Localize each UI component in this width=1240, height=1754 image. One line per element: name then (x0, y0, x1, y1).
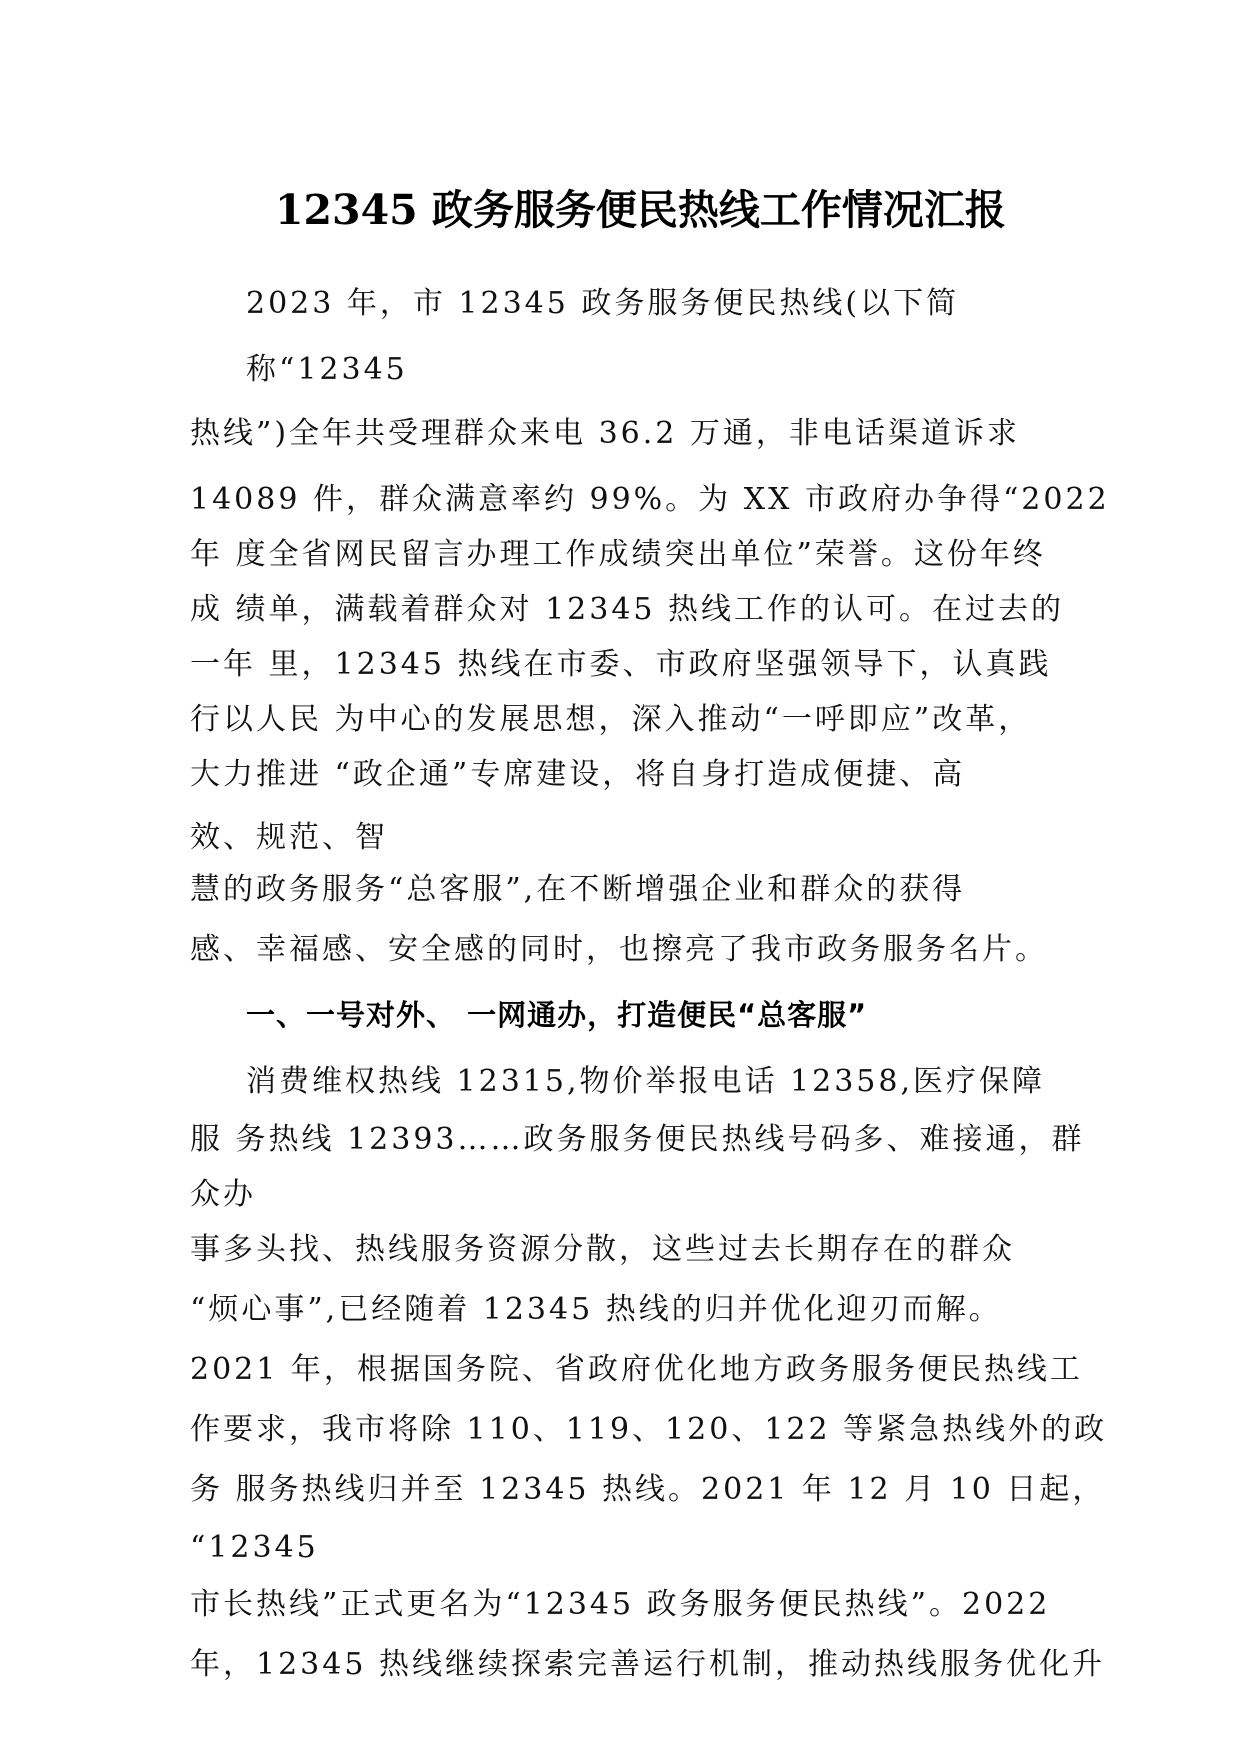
paragraph-line: 效、规范、智 (190, 820, 388, 855)
paragraph-line: 众办 (190, 1177, 256, 1212)
paragraph-line: 作要求，我市将除 110、119、120、122 等紧急热线外的政 (190, 1412, 1108, 1447)
paragraph-line: 年 度全省网民留言办理工作成绩突出单位”荣誉。这份年终 (190, 537, 1046, 572)
paragraph-line: 慧的政务服务“总客服”,在不断增强企业和群众的获得 (190, 872, 966, 907)
paragraph-line: 一年 里，12345 热线在市委、市政府坚强领导下，认真践 (190, 647, 1052, 682)
paragraph-line: 14089 件，群众满意率约 99%。为 XX 市政府办争得“2022 (190, 482, 1110, 517)
paragraph-line: 大力推进 “政企通”专席建设，将自身打造成便捷、高 (190, 757, 966, 792)
document-title: 12345 政务服务便民热线工作情况汇报 (275, 186, 1006, 234)
paragraph-line: 服 务热线 12393……政务服务便民热线号码多、难接通，群 (190, 1122, 1085, 1157)
paragraph-line: 称“12345 (246, 352, 408, 387)
paragraph-line: 成 绩单，满载着群众对 12345 热线工作的认可。在过去的 (190, 592, 1065, 627)
paragraph-line: “烦心事”,已经随着 12345 热线的归并优化迎刃而解。 (190, 1292, 1002, 1327)
paragraph-line: 事多头找、热线服务资源分散，这些过去长期存在的群众 (190, 1232, 1015, 1267)
paragraph-line: 2023 年，市 12345 政务服务便民热线(以下简 (246, 286, 960, 321)
paragraph-line: 市长热线”正式更名为“12345 政务服务便民热线”。2022 (190, 1587, 1051, 1622)
paragraph-line: 热线”)全年共受理群众来电 36.2 万通，非电话渠道诉求 (190, 416, 1020, 451)
paragraph-line: 消费维权热线 12315,物价举报电话 12358,医疗保障 (246, 1064, 1046, 1099)
paragraph-line: “12345 (190, 1530, 319, 1565)
paragraph-line: 务 服务热线归并至 12345 热线。2021 年 12 月 10 日起， (190, 1472, 1106, 1507)
paragraph-line: 行以人民 为中心的发展思想，深入推动“一呼即应”改革， (190, 702, 1032, 737)
paragraph-line: 年，12345 热线继续探索完善运行机制，推动热线服务优化升 (190, 1647, 1105, 1682)
section-heading: 一、一号对外、 一网通办，打造便民“总客服” (246, 998, 868, 1032)
paragraph-line: 感、幸福感、安全感的同时，也擦亮了我市政务服务名片。 (190, 932, 1048, 967)
paragraph-line: 2021 年，根据国务院、省政府优化地方政务服务便民热线工 (190, 1352, 1083, 1387)
